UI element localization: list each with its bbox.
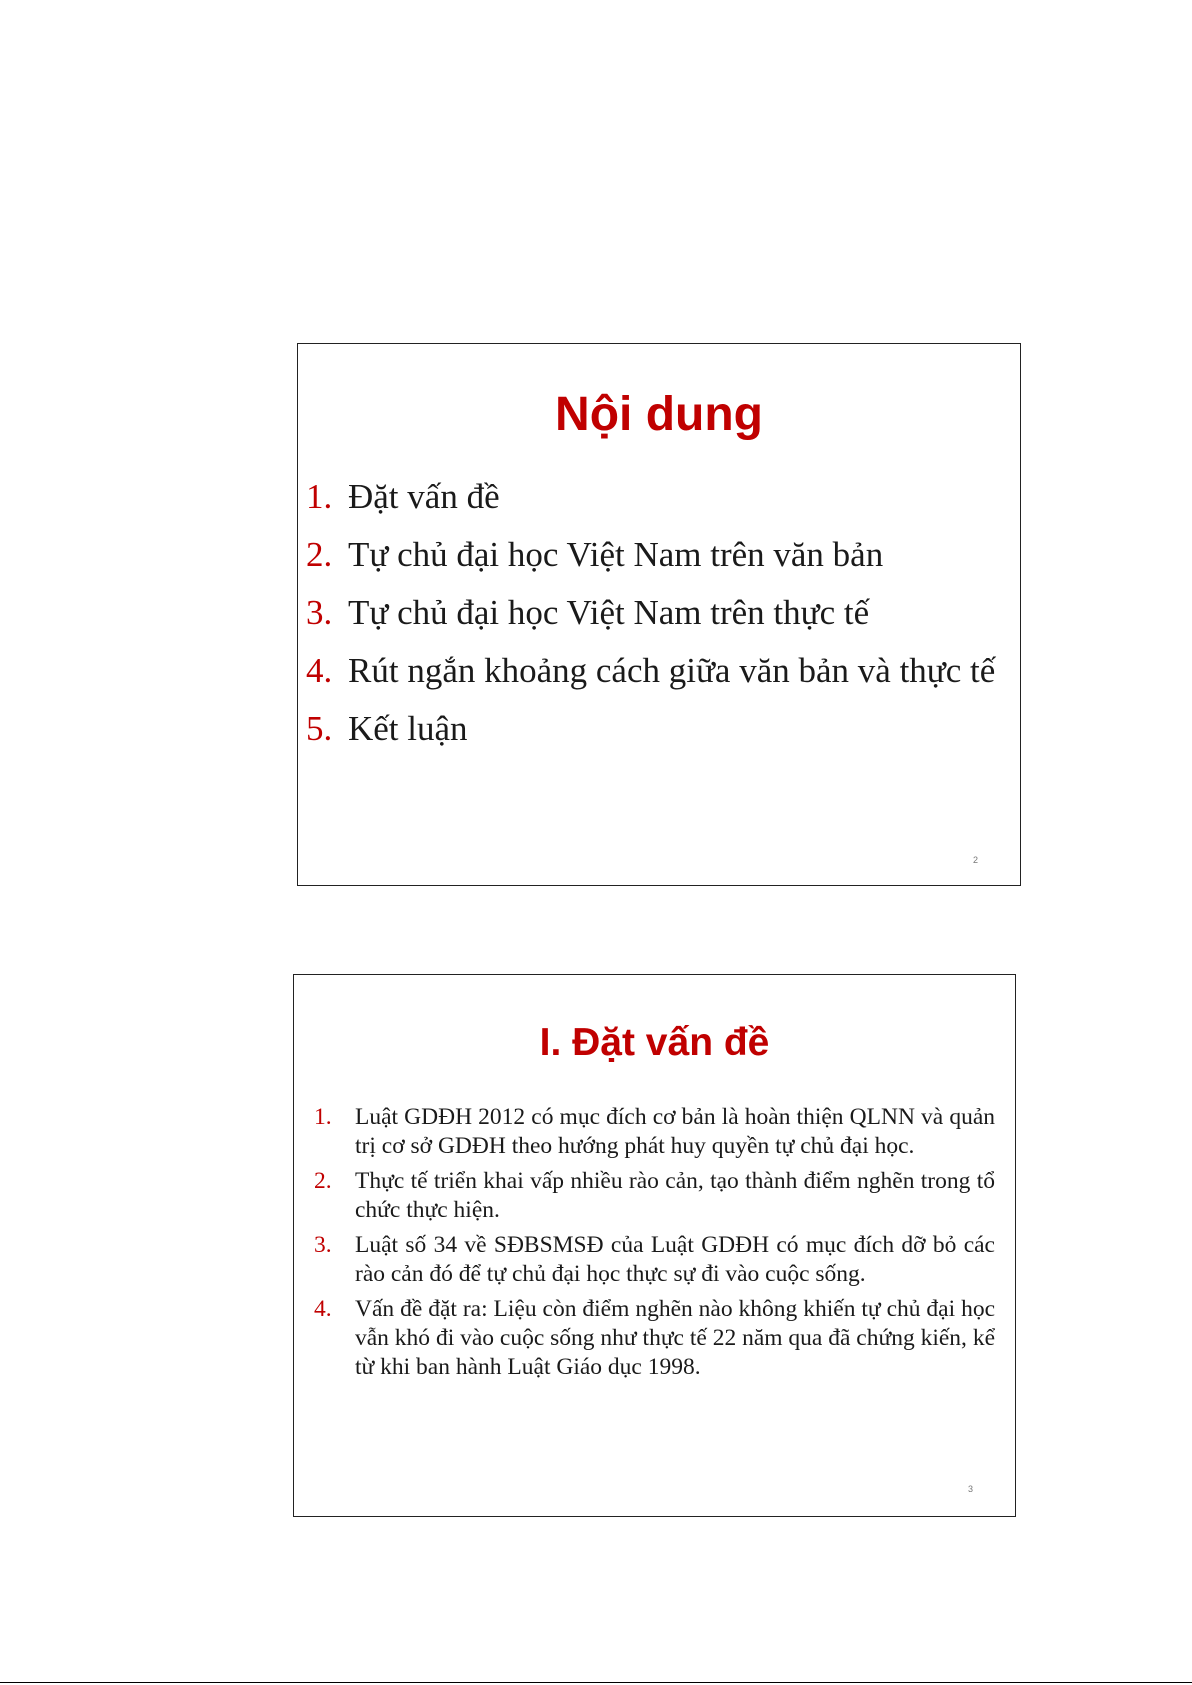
list-text: Kết luận [348, 709, 468, 748]
list-item [306, 590, 1002, 636]
list-text: Thực tế triển khai vấp nhiều rào cản, tạo thành điểm nghẽn trong tổ chức thực hiện. [355, 1168, 995, 1223]
list-item [306, 532, 1002, 578]
page-bottom-divider [0, 1682, 1192, 1683]
list-number: 1. [306, 477, 333, 516]
slide-title: Nội dung [555, 388, 763, 441]
list-item [306, 474, 1002, 520]
list-number: 2. [306, 535, 333, 574]
list-item [312, 1295, 995, 1382]
list-text: Vấn đề đặt ra: Liệu còn điểm nghẽn nào không khiến tự chủ đại học vẫn khó đi vào cuộc sống như thực tế 22 năm qua đã chứng kiến, kể từ khi ban hành Luật Giáo dục 1998. [355, 1296, 995, 1380]
list-item [306, 706, 1002, 752]
list-number: 4. [314, 1296, 332, 1322]
list-text: Luật số 34 về SĐBSMSĐ của Luật GDĐH có mục đích dỡ bỏ các rào cản đó để tự chủ đại học thực sự đi vào cuộc sống. [355, 1232, 995, 1287]
list-item [312, 1103, 995, 1161]
contents-list [306, 474, 1002, 764]
list-text: Đặt vấn đề [348, 477, 500, 516]
list-number: 4. [306, 651, 333, 690]
list-number: 5. [306, 709, 333, 748]
list-number: 2. [314, 1168, 332, 1194]
list-text: Rút ngắn khoảng cách giữa văn bản và thực tế [348, 651, 996, 690]
list-item [312, 1231, 995, 1289]
slide-problem-statement [293, 974, 1016, 1517]
list-text: Luật GDĐH 2012 có mục đích cơ bản là hoàn thiện QLNN và quản trị cơ sở GDĐH theo hướng phát huy quyền tự chủ đại học. [355, 1104, 995, 1159]
slide-page-number: 2 [972, 855, 978, 865]
slide-contents [297, 343, 1021, 886]
list-text: Tự chủ đại học Việt Nam trên thực tế [348, 593, 870, 632]
list-number: 1. [314, 1104, 332, 1130]
list-number: 3. [306, 593, 333, 632]
list-item [306, 648, 1002, 694]
slide-title: I. Đặt vấn đề [539, 1021, 770, 1064]
slide-page-number: 3 [967, 1484, 973, 1494]
problem-list [312, 1103, 995, 1388]
list-item [312, 1167, 995, 1225]
list-text: Tự chủ đại học Việt Nam trên văn bản [348, 535, 884, 574]
list-number: 3. [314, 1232, 332, 1258]
